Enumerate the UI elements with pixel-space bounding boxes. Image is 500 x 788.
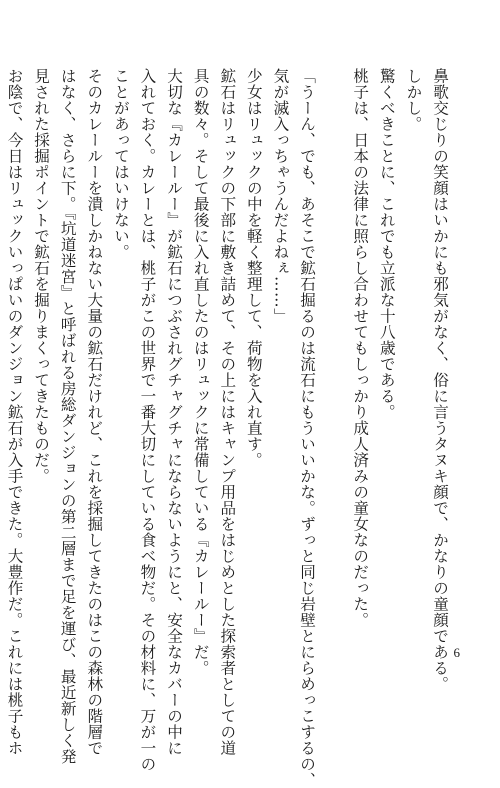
text-line: しかし。 <box>404 68 423 132</box>
text-line: ことがあってはいけない。 <box>111 68 130 260</box>
text-line: 具の数々。そして最後に入れ直したのはリュックに常備している『カレールー』だ。 <box>191 68 210 676</box>
text-line: 少女はリュックの中を軽く整理して、荷物を入れ直す。 <box>244 68 263 468</box>
text-line: 見された採掘ポイントで鉱石を掘りまくってきたものだ。 <box>32 68 51 484</box>
text-line: はなく、さらに下。『坑道迷宮』と呼ばれる房総ダンジョンの第二層まで足を運び、最近新しく発 <box>58 68 77 765</box>
page-number: 6 <box>453 645 460 660</box>
text-line: 入れておく。カレーとは、桃子がこの世界で一番大切にしている食べ物だ。その材料に、万が一の <box>138 68 157 772</box>
text-line: お陰で、今日はリュックいっぱいのダンジョン鉱石が入手できた。大豊作だ。これには桃子もホ <box>5 68 24 756</box>
text-line: 驚くべきことに、これでも立派な十八歳である。 <box>377 68 396 420</box>
text-line: 桃子は、日本の法律に照らし合わせてもしっかり成人済みの童女なのだった。 <box>351 68 370 628</box>
text-line: 気が滅入っちゃうんだよねぇ……」 <box>271 68 290 324</box>
text-line: 鉱石はリュックの下部に敷き詰めて、その上にはキャンプ用品をはじめとした探索者としての道 <box>218 68 237 756</box>
text-line: 鼻歌交じりの笑顔はいかにも邪気がなく、俗に言うタヌキ顔で、かなりの童顔である。 <box>431 68 449 692</box>
body-text <box>5 68 453 788</box>
text-line: 大切な『カレールー』が鉱石につぶされグチャグチャにならないようにと、安全なカバーの中に <box>165 68 184 756</box>
text-line: 「うーん、でも、あそこで鉱石掘るのは流石にもういいかな。ずっと同じ岩壁とにらめっこするの、 <box>298 68 317 788</box>
text-line: そのカレールーを潰しかねない大量の鉱石だけれど、これを採掘してきたのはこの森林の階層で <box>85 68 104 756</box>
blank-line <box>320 68 347 638</box>
